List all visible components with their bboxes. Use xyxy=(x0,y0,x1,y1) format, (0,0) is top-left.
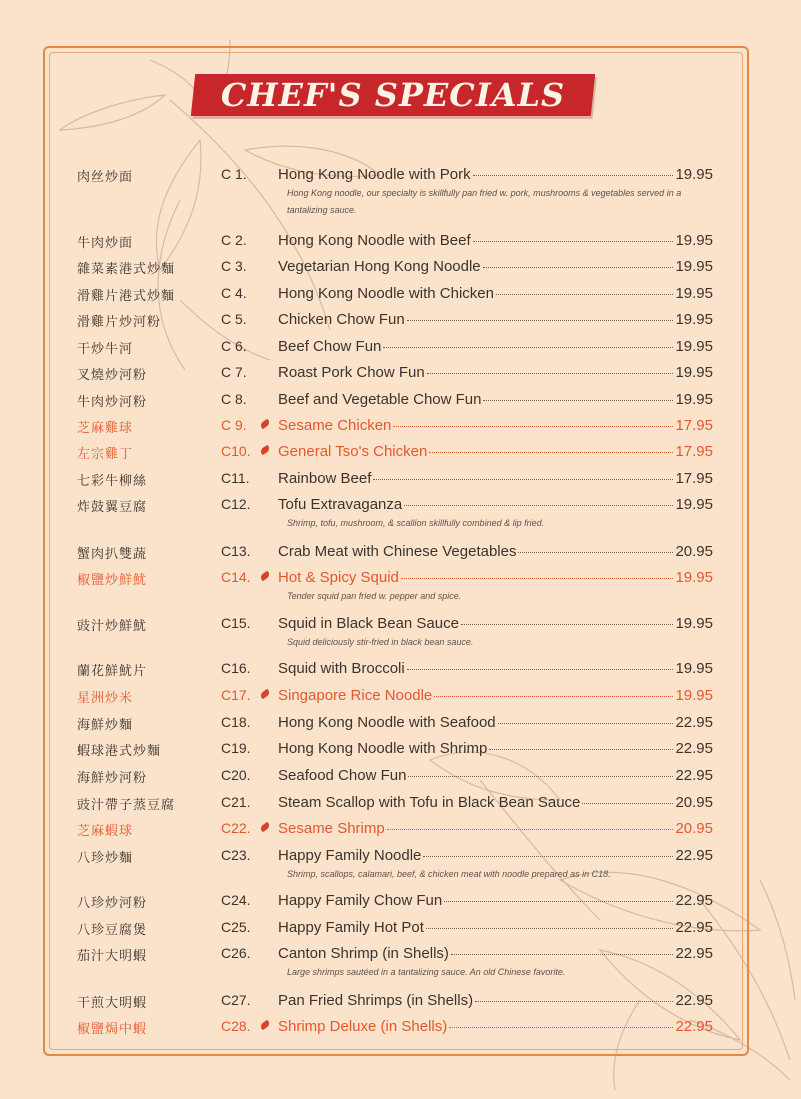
item-code: C21. xyxy=(221,794,251,810)
dot-leader xyxy=(473,175,674,176)
item-line xyxy=(278,892,713,909)
item-name: Happy Family Hot Pot xyxy=(278,919,424,936)
item-code: C28. xyxy=(221,1018,251,1034)
dot-leader xyxy=(518,552,673,553)
item-line xyxy=(278,820,713,837)
item-code: C 9. xyxy=(221,417,247,433)
item-line xyxy=(278,311,713,328)
item-line xyxy=(278,338,713,355)
item-code: C27. xyxy=(221,992,251,1008)
chinese-name: 蘭花鮮魷片 xyxy=(77,664,148,679)
dot-leader xyxy=(449,1027,673,1028)
item-name: Hong Kong Noodle with Chicken xyxy=(278,285,494,302)
dot-leader xyxy=(387,829,674,830)
item-line xyxy=(278,767,713,784)
chinese-name: 海鮮炒河粉 xyxy=(77,771,148,786)
item-line xyxy=(278,166,713,183)
item-line xyxy=(278,615,713,632)
item-name: Hong Kong Noodle with Seafood xyxy=(278,714,496,731)
item-price: 20.95 xyxy=(675,820,713,837)
item-description: Shrimp, tofu, mushroom, & scallion skillfully combined & lip fried. xyxy=(287,518,545,528)
chinese-name: 左宗雞丁 xyxy=(77,447,134,462)
chinese-name: 豉汁炒鮮魷 xyxy=(77,619,148,634)
item-price: 22.95 xyxy=(675,1018,713,1035)
dot-leader xyxy=(427,373,674,374)
chinese-name: 芝麻雞球 xyxy=(77,421,134,436)
item-line xyxy=(278,543,713,560)
chinese-name: 滑雞片炒河粉 xyxy=(77,315,162,330)
item-price: 19.95 xyxy=(675,660,713,677)
item-description: Tender squid pan fried w. pepper and spice. xyxy=(287,591,462,601)
item-name: Rainbow Beef xyxy=(278,470,372,487)
item-name: Seafood Chow Fun xyxy=(278,767,407,784)
item-code: C14. xyxy=(221,569,251,585)
item-code: C 3. xyxy=(221,258,247,274)
chinese-name: 蟹肉扒雙蔬 xyxy=(77,547,148,562)
item-name: Canton Shrimp (in Shells) xyxy=(278,945,449,962)
item-line xyxy=(278,391,713,408)
item-code: C11. xyxy=(221,470,250,486)
chinese-name: 椒鹽炒鮮魷 xyxy=(77,573,148,588)
dot-leader xyxy=(483,400,673,401)
item-code: C 7. xyxy=(221,364,247,380)
chinese-name: 牛肉炒面 xyxy=(77,236,134,251)
item-price: 19.95 xyxy=(675,687,713,704)
item-price: 19.95 xyxy=(675,569,713,586)
item-line xyxy=(278,992,713,1009)
item-description: Hong Kong noodle, our specialty is skillfully pan fried w. pork, mushrooms & vegetables served in a tantalizing sauce. xyxy=(287,188,682,215)
dot-leader xyxy=(408,776,673,777)
item-price: 17.95 xyxy=(675,443,713,460)
item-code: C13. xyxy=(221,543,251,559)
item-price: 17.95 xyxy=(675,470,713,487)
chinese-name: 椒鹽焗中蝦 xyxy=(77,1022,148,1037)
item-description: Large shrimps sautéed in a tantalizing sauce. An old Chinese favorite. xyxy=(287,967,566,977)
item-code: C26. xyxy=(221,945,251,961)
item-line xyxy=(278,945,713,962)
item-price: 19.95 xyxy=(675,285,713,302)
item-price: 19.95 xyxy=(675,496,713,513)
chinese-name: 星洲炒米 xyxy=(77,691,134,706)
chinese-name: 八珍炒河粉 xyxy=(77,896,148,911)
chinese-name: 干炒牛河 xyxy=(77,342,134,357)
item-price: 22.95 xyxy=(675,919,713,936)
chinese-name: 八珍炒麵 xyxy=(77,851,134,866)
item-price: 19.95 xyxy=(675,338,713,355)
item-line xyxy=(278,919,713,936)
item-price: 17.95 xyxy=(675,417,713,434)
dot-leader xyxy=(434,696,673,697)
dot-leader xyxy=(451,954,674,955)
item-line xyxy=(278,569,713,586)
item-line xyxy=(278,470,713,487)
item-name: Pan Fried Shrimps (in Shells) xyxy=(278,992,474,1009)
item-name: Beef and Vegetable Chow Fun xyxy=(278,391,482,408)
dot-leader xyxy=(393,426,673,427)
item-code: C 8. xyxy=(221,391,247,407)
item-name: Hong Kong Noodle with Pork xyxy=(278,166,471,183)
chinese-name: 茄汁大明蝦 xyxy=(77,949,148,964)
item-name: Hong Kong Noodle with Beef xyxy=(278,232,471,249)
item-line xyxy=(278,496,713,513)
dot-leader xyxy=(444,901,673,902)
item-code: C 4. xyxy=(221,285,247,301)
item-name: Chicken Chow Fun xyxy=(278,311,405,328)
dot-leader xyxy=(475,1001,673,1002)
item-name: Tofu Extravaganza xyxy=(278,496,403,513)
item-description: Shrimp, scallops, calamari, beef, & chicken meat with noodle prepared as in C18. xyxy=(287,869,611,879)
item-name: Hot & Spicy Squid xyxy=(278,569,399,586)
item-name: Happy Family Noodle xyxy=(278,847,422,864)
item-name: Sesame Chicken xyxy=(278,417,392,434)
item-code: C 6. xyxy=(221,338,247,354)
dot-leader xyxy=(498,723,674,724)
item-code: C23. xyxy=(221,847,251,863)
item-line xyxy=(278,285,713,302)
item-code: C25. xyxy=(221,919,251,935)
item-name: Singapore Rice Noodle xyxy=(278,687,433,704)
item-price: 19.95 xyxy=(675,232,713,249)
item-price: 22.95 xyxy=(675,714,713,731)
item-name: Happy Family Chow Fun xyxy=(278,892,443,909)
item-line xyxy=(278,417,713,434)
item-name: Steam Scallop with Tofu in Black Bean Sauce xyxy=(278,794,581,811)
item-name: Vegetarian Hong Kong Noodle xyxy=(278,258,481,275)
item-line xyxy=(278,660,713,677)
item-code: C18. xyxy=(221,714,251,730)
dot-leader xyxy=(383,347,673,348)
dot-leader xyxy=(373,479,673,480)
chinese-name: 干煎大明蝦 xyxy=(77,996,148,1011)
dot-leader xyxy=(407,669,674,670)
chinese-name: 滑雞片港式炒麵 xyxy=(77,289,176,304)
item-price: 22.95 xyxy=(675,767,713,784)
dot-leader xyxy=(483,267,674,268)
item-name: Crab Meat with Chinese Vegetables xyxy=(278,543,517,560)
item-line xyxy=(278,443,713,460)
dot-leader xyxy=(404,505,673,506)
item-price: 22.95 xyxy=(675,892,713,909)
item-description: Squid deliciously stir-fried in black bean sauce. xyxy=(287,637,474,647)
item-price: 22.95 xyxy=(675,740,713,757)
dot-leader xyxy=(423,856,673,857)
item-price: 19.95 xyxy=(675,391,713,408)
item-price: 22.95 xyxy=(675,847,713,864)
item-name: Squid with Broccoli xyxy=(278,660,405,677)
chinese-name: 七彩牛柳絲 xyxy=(77,474,148,489)
chinese-name: 蝦球港式炒麵 xyxy=(77,744,162,759)
dot-leader xyxy=(429,452,673,453)
item-code: C15. xyxy=(221,615,251,631)
chinese-name: 海鮮炒麵 xyxy=(77,718,134,733)
item-name: General Tso's Chicken xyxy=(278,443,428,460)
dot-leader xyxy=(461,624,674,625)
item-price: 19.95 xyxy=(675,311,713,328)
dot-leader xyxy=(582,803,673,804)
item-code: C10. xyxy=(221,443,251,459)
item-code: C 2. xyxy=(221,232,247,248)
dot-leader xyxy=(496,294,673,295)
chinese-name: 雜菜素港式炒麵 xyxy=(77,262,176,277)
item-line xyxy=(278,232,713,249)
dot-leader xyxy=(407,320,674,321)
dot-leader xyxy=(401,578,674,579)
item-price: 20.95 xyxy=(675,543,713,560)
item-code: C20. xyxy=(221,767,251,783)
dot-leader xyxy=(473,241,674,242)
item-price: 19.95 xyxy=(675,615,713,632)
item-line xyxy=(278,364,713,381)
item-price: 22.95 xyxy=(675,945,713,962)
item-name: Beef Chow Fun xyxy=(278,338,382,355)
chinese-name: 豉汁帶子蒸豆腐 xyxy=(77,798,176,813)
item-code: C16. xyxy=(221,660,251,676)
chinese-name: 炸鼓翼豆腐 xyxy=(77,500,148,515)
item-name: Hong Kong Noodle with Shrimp xyxy=(278,740,488,757)
item-name: Shrimp Deluxe (in Shells) xyxy=(278,1018,448,1035)
dot-leader xyxy=(489,749,673,750)
item-price: 19.95 xyxy=(675,364,713,381)
page-title: CHEF'S SPECIALS xyxy=(220,76,566,114)
item-name: Roast Pork Chow Fun xyxy=(278,364,425,381)
item-line xyxy=(278,714,713,731)
chinese-name: 肉丝炒面 xyxy=(77,170,134,185)
item-line xyxy=(278,794,713,811)
item-line xyxy=(278,740,713,757)
chinese-name: 牛肉炒河粉 xyxy=(77,395,148,410)
chinese-name: 芝麻蝦球 xyxy=(77,824,134,839)
dot-leader xyxy=(426,928,674,929)
chinese-name: 叉燒炒河粉 xyxy=(77,368,148,383)
item-code: C19. xyxy=(221,740,251,756)
item-code: C24. xyxy=(221,892,251,908)
item-code: C 1. xyxy=(221,166,247,182)
item-price: 19.95 xyxy=(675,166,713,183)
item-code: C 5. xyxy=(221,311,247,327)
item-name: Squid in Black Bean Sauce xyxy=(278,615,459,632)
item-code: C17. xyxy=(221,687,251,703)
item-line xyxy=(278,687,713,704)
item-price: 19.95 xyxy=(675,258,713,275)
item-line xyxy=(278,258,713,275)
item-price: 20.95 xyxy=(675,794,713,811)
item-code: C12. xyxy=(221,496,251,512)
item-price: 22.95 xyxy=(675,992,713,1009)
item-line xyxy=(278,847,713,864)
item-name: Sesame Shrimp xyxy=(278,820,385,837)
item-code: C22. xyxy=(221,820,251,836)
item-line xyxy=(278,1018,713,1035)
chinese-name: 八珍豆腐煲 xyxy=(77,923,148,938)
